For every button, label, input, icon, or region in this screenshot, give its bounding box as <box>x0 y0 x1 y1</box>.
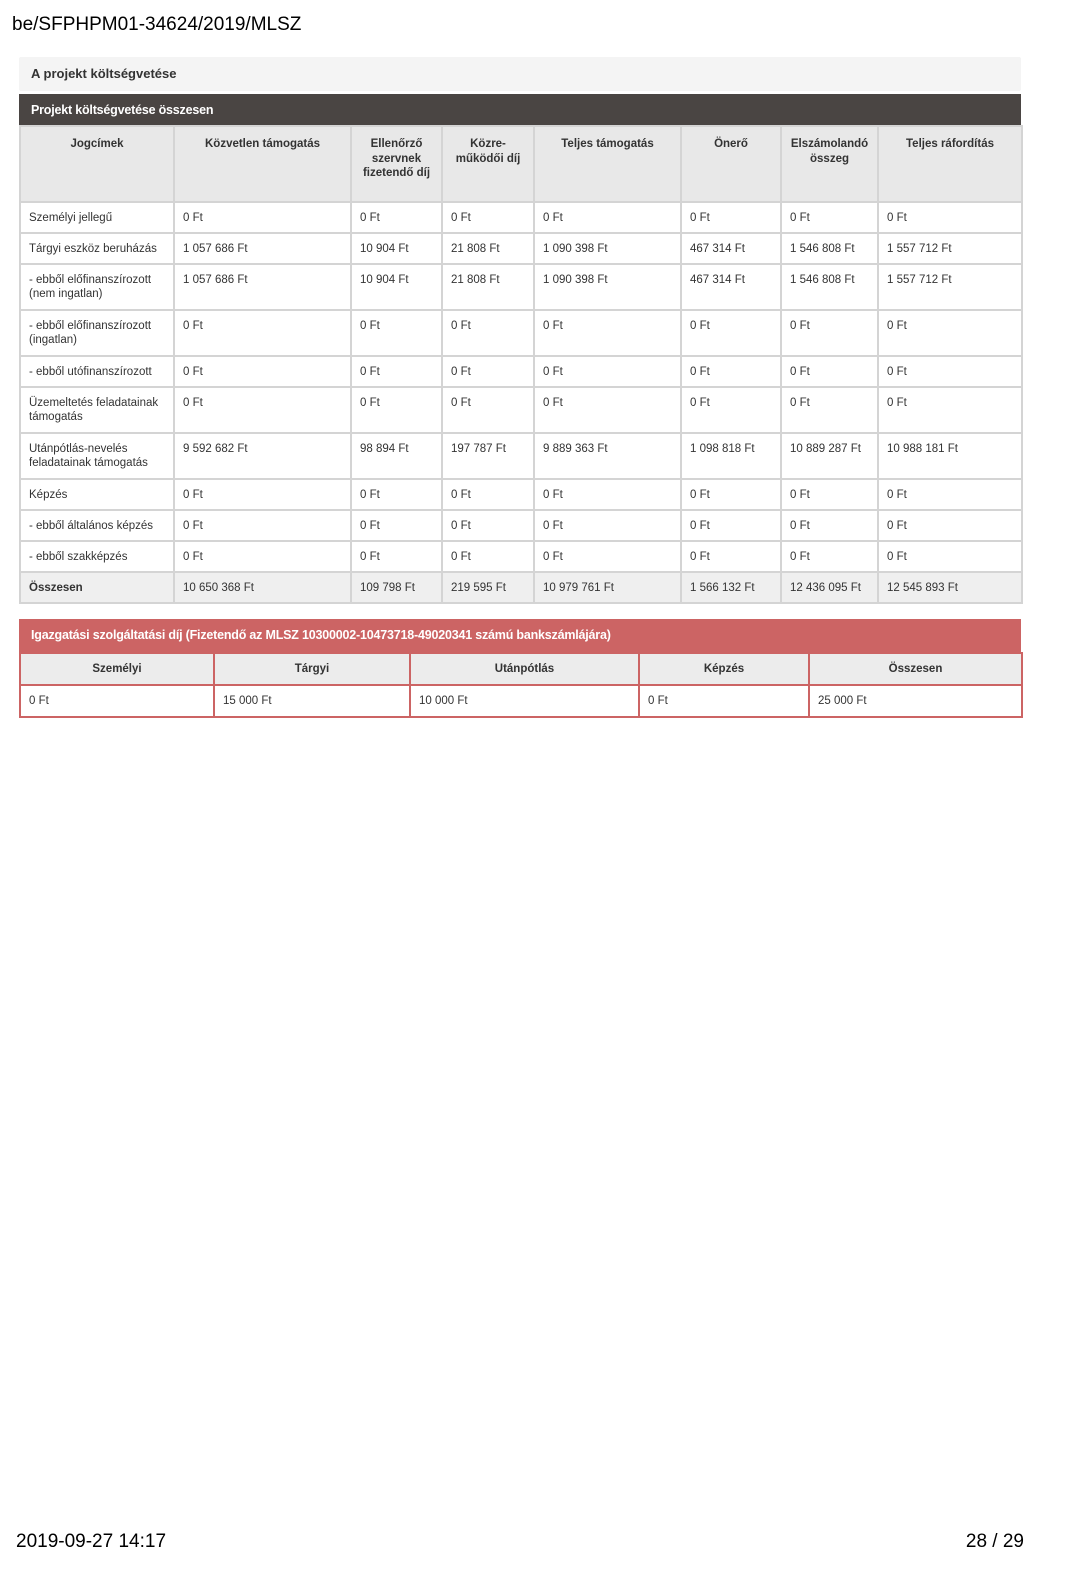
table-row <box>20 433 1022 479</box>
table-row <box>20 479 1022 510</box>
table-cell: 9 592 682 Ft <box>174 433 351 479</box>
table-cell: 0 Ft <box>781 387 878 433</box>
table-cell: 1 098 818 Ft <box>681 433 781 479</box>
table-cell: 1 090 398 Ft <box>534 264 681 310</box>
table-cell: 0 Ft <box>174 387 351 433</box>
table-cell: 10 904 Ft <box>351 233 442 264</box>
table-cell: 0 Ft <box>878 310 1022 356</box>
document-id: be/SFPHPM01-34624/2019/MLSZ <box>12 14 302 35</box>
table-cell: 0 Ft <box>681 541 781 572</box>
table-cell: 0 Ft <box>534 202 681 233</box>
table-cell: 1 557 712 Ft <box>878 264 1022 310</box>
table-cell: 10 650 368 Ft <box>174 572 351 603</box>
table-cell: 0 Ft <box>878 510 1022 541</box>
row-label: - ebből előfinanszírozott (nem ingatlan) <box>20 264 174 310</box>
table-cell: 0 Ft <box>878 541 1022 572</box>
table-cell: 0 Ft <box>534 387 681 433</box>
table-cell: 0 Ft <box>534 479 681 510</box>
row-label: - ebből előfinanszírozott (ingatlan) <box>20 310 174 356</box>
table-cell: 467 314 Ft <box>681 264 781 310</box>
table-cell: 10 979 761 Ft <box>534 572 681 603</box>
footer-page-number: 28 / 29 <box>965 1531 1024 1552</box>
column-header: Elszámolandó összeg <box>781 126 878 202</box>
table-row <box>20 541 1022 572</box>
table-cell: 1 557 712 Ft <box>878 233 1022 264</box>
table-cell: 12 545 893 Ft <box>878 572 1022 603</box>
table-cell: 0 Ft <box>351 510 442 541</box>
row-label: Tárgyi eszköz beruházás <box>20 233 174 264</box>
footer-datetime: 2019-09-27 14:17 <box>16 1531 167 1552</box>
column-header: Utánpótlás <box>410 653 639 685</box>
column-header: Képzés <box>639 653 809 685</box>
budget-header-row <box>20 126 1022 202</box>
table-cell: 0 Ft <box>681 356 781 387</box>
table-cell: 0 Ft <box>781 541 878 572</box>
table-cell: 0 Ft <box>20 685 214 717</box>
table-cell: 0 Ft <box>442 479 534 510</box>
table-cell: 0 Ft <box>351 387 442 433</box>
table-cell: 0 Ft <box>534 310 681 356</box>
fee-values-row <box>20 685 1022 717</box>
table-cell: 10 988 181 Ft <box>878 433 1022 479</box>
table-row <box>20 233 1022 264</box>
table-cell: 0 Ft <box>878 387 1022 433</box>
table-cell: 0 Ft <box>174 310 351 356</box>
row-label: Utánpótlás-nevelés feladatainak támogatás <box>20 433 174 479</box>
table-cell: 0 Ft <box>174 510 351 541</box>
table-cell: 0 Ft <box>351 479 442 510</box>
section-title: A projekt költségvetése <box>31 66 177 81</box>
table-cell: 0 Ft <box>781 479 878 510</box>
table-cell: 0 Ft <box>351 310 442 356</box>
table-cell: 0 Ft <box>442 356 534 387</box>
table-cell: 0 Ft <box>534 541 681 572</box>
table-cell: 10 000 Ft <box>410 685 639 717</box>
table-cell: 0 Ft <box>681 202 781 233</box>
row-label: Összesen <box>20 572 174 603</box>
table-cell: 0 Ft <box>442 202 534 233</box>
table-cell: 1 546 808 Ft <box>781 264 878 310</box>
column-header: Közre-működői díj <box>442 126 534 202</box>
column-header: Személyi <box>20 653 214 685</box>
table-cell: 0 Ft <box>174 479 351 510</box>
column-header: Teljes támogatás <box>534 126 681 202</box>
table-cell: 9 889 363 Ft <box>534 433 681 479</box>
table-cell: 0 Ft <box>442 387 534 433</box>
table-cell: 25 000 Ft <box>809 685 1022 717</box>
table-cell: 0 Ft <box>681 310 781 356</box>
table-row <box>20 572 1022 603</box>
column-header: Közvetlen támogatás <box>174 126 351 202</box>
table-row <box>20 310 1022 356</box>
table-cell: 0 Ft <box>174 541 351 572</box>
table-cell: 0 Ft <box>442 541 534 572</box>
table-cell: 0 Ft <box>639 685 809 717</box>
table-cell: 1 057 686 Ft <box>174 264 351 310</box>
table-cell: 0 Ft <box>442 510 534 541</box>
table-cell: 1 057 686 Ft <box>174 233 351 264</box>
table-row <box>20 264 1022 310</box>
table-cell: 0 Ft <box>351 356 442 387</box>
table-cell: 0 Ft <box>351 541 442 572</box>
column-header: Önerő <box>681 126 781 202</box>
table-cell: 21 808 Ft <box>442 233 534 264</box>
table-cell: 0 Ft <box>681 510 781 541</box>
column-header: Teljes ráfordítás <box>878 126 1022 202</box>
section-header <box>19 57 1021 91</box>
table-row <box>20 510 1022 541</box>
table-cell: 0 Ft <box>781 310 878 356</box>
table-cell: 0 Ft <box>878 479 1022 510</box>
row-label: Képzés <box>20 479 174 510</box>
row-label: Üzemeltetés feladatainak támogatás <box>20 387 174 433</box>
table-cell: 12 436 095 Ft <box>781 572 878 603</box>
table-cell: 1 090 398 Ft <box>534 233 681 264</box>
table-cell: 0 Ft <box>442 310 534 356</box>
table-cell: 0 Ft <box>174 356 351 387</box>
table-cell: 219 595 Ft <box>442 572 534 603</box>
table-cell: 0 Ft <box>534 510 681 541</box>
table-row <box>20 356 1022 387</box>
fee-table <box>19 652 1023 718</box>
budget-table-title: Projekt költségvetése összesen <box>19 94 1021 125</box>
table-cell: 109 798 Ft <box>351 572 442 603</box>
budget-table <box>19 125 1023 604</box>
row-label: - ebből utófinanszírozott <box>20 356 174 387</box>
column-header: Összesen <box>809 653 1022 685</box>
table-cell: 0 Ft <box>534 356 681 387</box>
table-cell: 0 Ft <box>681 479 781 510</box>
table-cell: 10 889 287 Ft <box>781 433 878 479</box>
table-cell: 0 Ft <box>351 202 442 233</box>
table-cell: 467 314 Ft <box>681 233 781 264</box>
row-label: - ebből általános képzés <box>20 510 174 541</box>
table-cell: 15 000 Ft <box>214 685 410 717</box>
table-cell: 0 Ft <box>781 202 878 233</box>
row-label: - ebből szakképzés <box>20 541 174 572</box>
table-cell: 0 Ft <box>781 510 878 541</box>
column-header: Jogcímek <box>20 126 174 202</box>
table-row <box>20 202 1022 233</box>
table-cell: 1 566 132 Ft <box>681 572 781 603</box>
table-cell: 10 904 Ft <box>351 264 442 310</box>
table-cell: 21 808 Ft <box>442 264 534 310</box>
row-label: Személyi jellegű <box>20 202 174 233</box>
table-cell: 1 546 808 Ft <box>781 233 878 264</box>
table-cell: 0 Ft <box>174 202 351 233</box>
fee-header-row <box>20 653 1022 685</box>
table-cell: 0 Ft <box>681 387 781 433</box>
table-cell: 0 Ft <box>878 202 1022 233</box>
column-header: Tárgyi <box>214 653 410 685</box>
table-cell: 0 Ft <box>878 356 1022 387</box>
table-cell: 98 894 Ft <box>351 433 442 479</box>
fee-table-title: Igazgatási szolgáltatási díj (Fizetendő az MLSZ 10300002-10473718-49020341 számú bankszámlájára) <box>19 619 1021 652</box>
table-cell: 0 Ft <box>781 356 878 387</box>
table-row <box>20 387 1022 433</box>
table-cell: 197 787 Ft <box>442 433 534 479</box>
column-header: Ellenőrző szervnek fizetendő díj <box>351 126 442 202</box>
